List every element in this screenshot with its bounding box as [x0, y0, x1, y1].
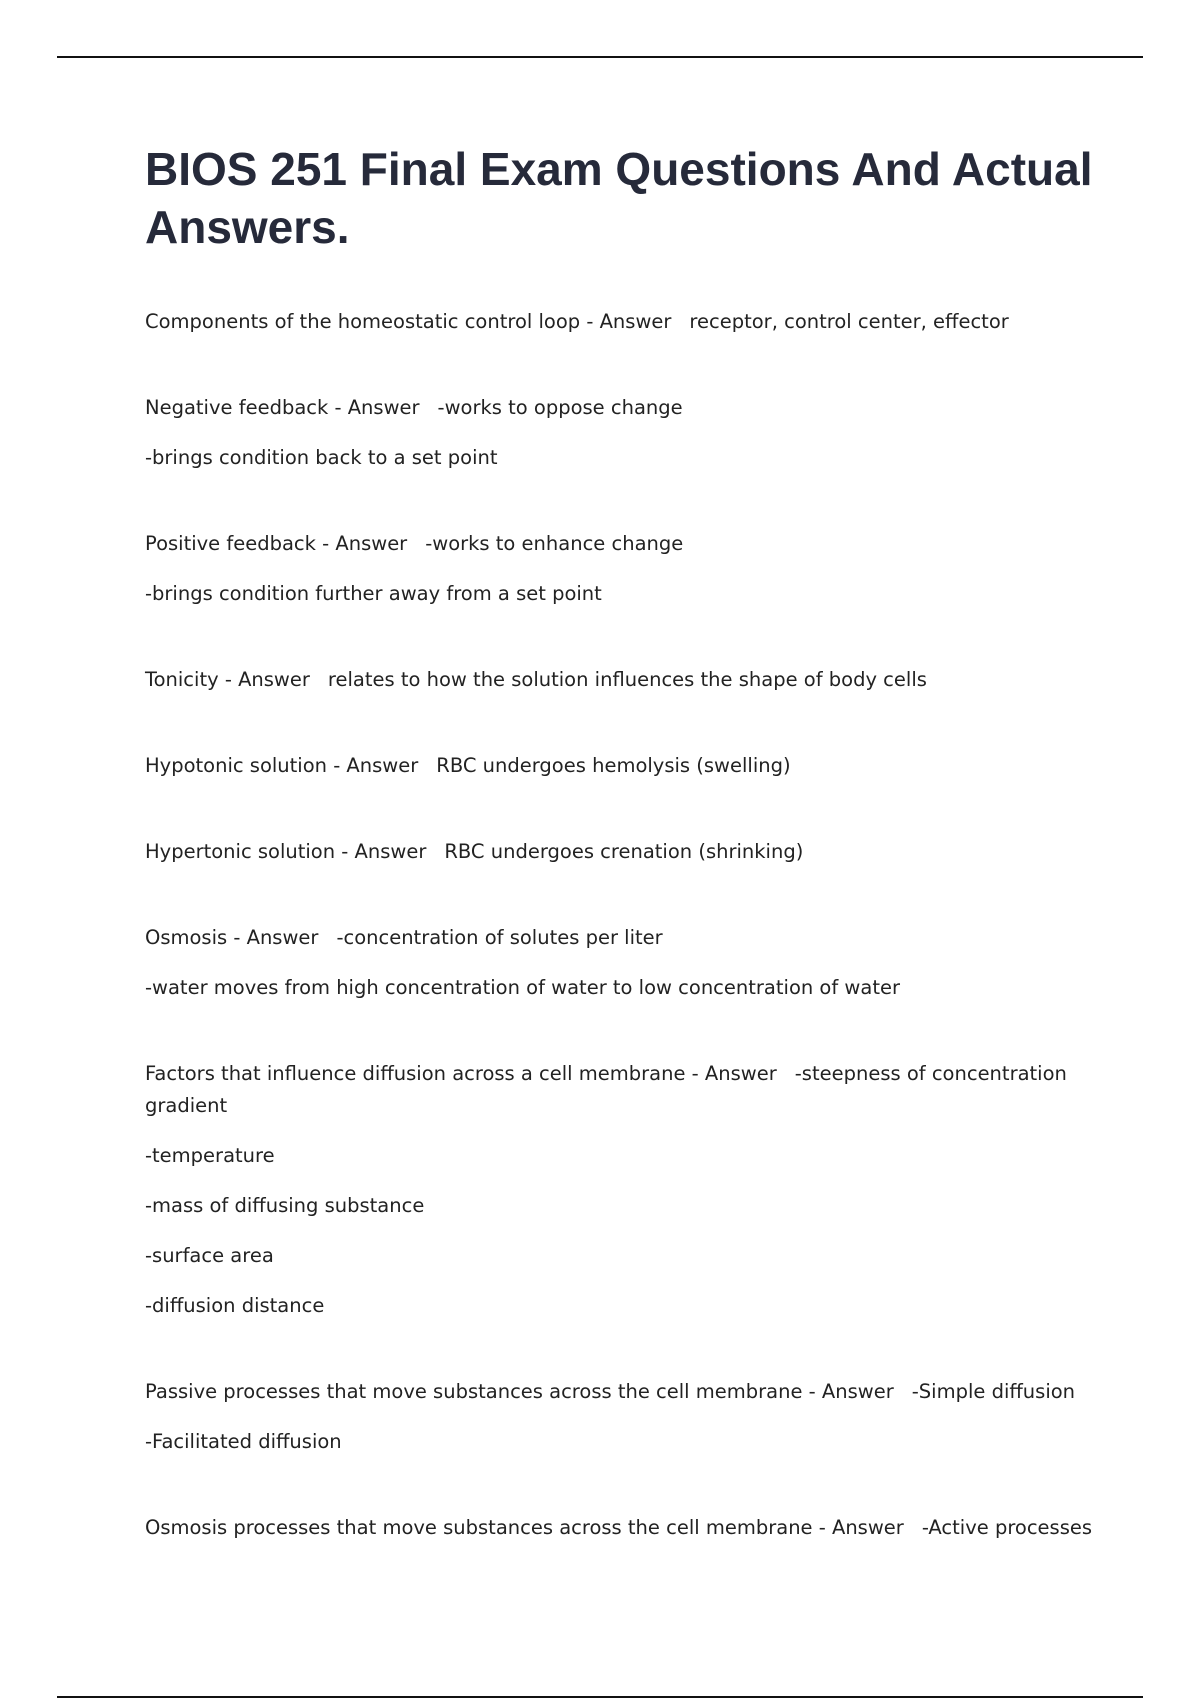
qa-entry [145, 1058, 1095, 1322]
qa-first-line [145, 306, 1095, 338]
qa-entry [145, 836, 1095, 868]
answer-text: -concentration of solutes per liter [336, 926, 663, 949]
qa-entry [145, 392, 1095, 474]
answer-line: -brings condition further away from a set point [145, 582, 602, 605]
question-text: Factors that influence diffusion across a cell membrane - Answer [145, 1062, 777, 1085]
qa-entry [145, 1376, 1095, 1458]
qa-first-line [145, 1512, 1095, 1544]
qa-entry [145, 922, 1095, 1004]
question-text: Hypotonic solution - Answer [145, 754, 419, 777]
qa-first-line [145, 528, 1095, 560]
answer-line: -mass of diffusing substance [145, 1194, 425, 1217]
qa-first-line [145, 1058, 1095, 1122]
question-text: Components of the homeostatic control loop - Answer [145, 310, 672, 333]
question-text: Negative feedback - Answer [145, 396, 420, 419]
qa-entry [145, 306, 1095, 338]
answer-text: relates to how the solution influences the shape of body cells [327, 668, 927, 691]
answer-line: -surface area [145, 1244, 274, 1267]
question-text: Hypertonic solution - Answer [145, 840, 427, 863]
qa-first-line [145, 922, 1095, 954]
answer-line: -temperature [145, 1144, 275, 1167]
qa-first-line [145, 392, 1095, 424]
answer-text: -works to oppose change [437, 396, 683, 419]
question-text: Tonicity - Answer [145, 668, 310, 691]
answer-text: -works to enhance change [425, 532, 684, 555]
document-body [145, 140, 1095, 1598]
qa-entry [145, 664, 1095, 696]
top-rule [57, 56, 1143, 58]
question-text: Osmosis - Answer [145, 926, 319, 949]
qa-entry [145, 750, 1095, 782]
answer-line: -water moves from high concentration of water to low concentration of water [145, 976, 900, 999]
qa-entry [145, 1512, 1095, 1544]
qa-first-line [145, 1376, 1095, 1408]
question-text: Osmosis processes that move substances across the cell membrane - Answer [145, 1516, 904, 1539]
answer-text: -steepness of concentration gradient [145, 1062, 1067, 1117]
answer-line: -diffusion distance [145, 1294, 325, 1317]
qa-first-line [145, 664, 1095, 696]
answer-text: receptor, control center, effector [689, 310, 1009, 333]
qa-entry [145, 528, 1095, 610]
answer-text: RBC undergoes crenation (shrinking) [444, 840, 804, 863]
answer-text: RBC undergoes hemolysis (swelling) [436, 754, 791, 777]
qa-first-line [145, 750, 1095, 782]
document-title: BIOS 251 Final Exam Questions And Actual Answers. [145, 143, 1093, 253]
question-text: Passive processes that move substances across the cell membrane - Answer [145, 1380, 894, 1403]
qa-first-line [145, 836, 1095, 868]
question-text: Positive feedback - Answer [145, 532, 408, 555]
answer-text: -Active processes [921, 1516, 1093, 1539]
answer-text: -Simple diffusion [911, 1380, 1076, 1403]
answer-line: -brings condition back to a set point [145, 446, 498, 469]
answer-line: -Facilitated diffusion [145, 1430, 342, 1453]
bottom-rule [57, 1696, 1143, 1698]
